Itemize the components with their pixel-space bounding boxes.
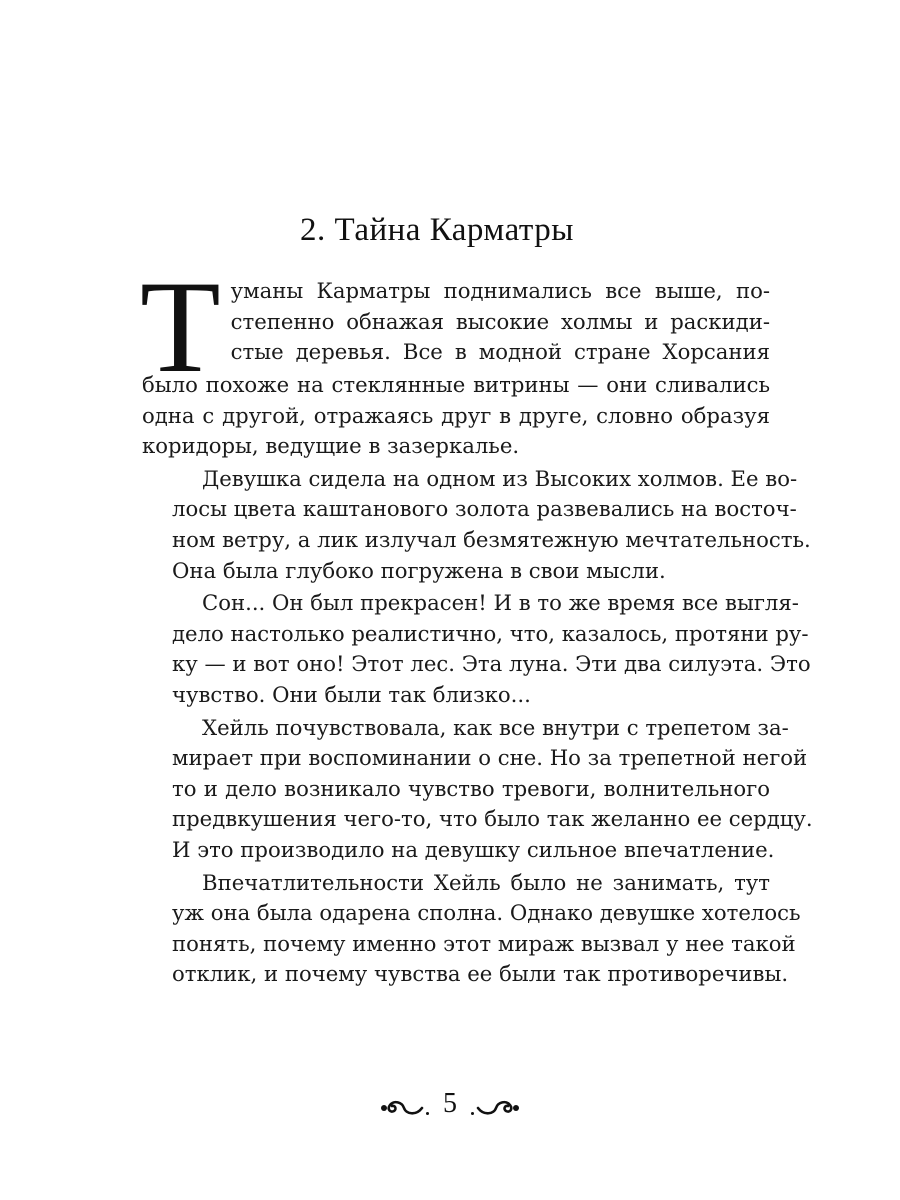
folio-dot [471,1112,474,1115]
text-line: дело настолько реалистично, что, казалось, протяни ру- [172,620,809,646]
text-line: понять, почему именно этот мираж вызвал у нее такой [172,930,796,956]
text-line: отклик, и почему чувства ее были так противоречивы. [172,961,789,987]
text-line: уманы Карматры поднимались все выше, по- [230,278,770,303]
text-line: мирает при воспоминании о сне. Но за трепетной негой [172,745,808,771]
page-folio [360,1084,540,1124]
page-number: 5 [443,1088,457,1119]
paragraph-2 [142,464,811,586]
swirl-right-icon [476,1096,520,1118]
text-line: предвкушения чего-то, что было так желанно ее сердцу. [172,806,813,832]
paragraph-5 [142,868,801,990]
text-line: Она была глубоко погружена в свои мысли. [172,557,666,583]
paragraph-3 [142,588,811,710]
text-line: то и дело возникало чувство тревоги, волнительного [172,775,770,801]
text-line: чувство. Они были так близко... [172,681,531,707]
text-line: Сон... Он был прекрасен! И в то же время все выгля- [202,590,799,616]
text-line: Хейль почувствовала, как все внутри с трепетом за- [202,714,789,740]
text-line: Девушка сидела на одном из Высоких холмов. Ее во- [202,465,798,491]
text-line: стые деревья. Все в модной стране Хорсания [230,339,770,365]
text-line: уж она была одарена сполна. Однако девушке хотелось [172,900,801,926]
text-line: И это производило на девушку сильное впечатление. [172,836,775,862]
text-line: Впечатлительности Хейль было не занимать, тут [202,869,770,895]
text-line: было похоже на стеклянные витрины — они сливались [142,372,770,397]
text-line: ку — и вот оно! Этот лес. Эта луна. Эти два силуэта. Это [172,651,811,677]
text-line: степенно обнажая высокие холмы и раскиди- [230,308,770,334]
chapter-title: 2. Тайна Карматры [300,212,574,248]
text-line: ном ветру, а лик излучал безмятежную мечтательность. [172,526,811,552]
drop-cap: Т [140,253,221,400]
paragraph-4 [142,713,813,866]
text-line: одна с другой, отражаясь друг в друге, словно образуя [142,402,770,428]
paragraph-1 [140,253,770,462]
body-text [140,253,813,992]
text-line: лосы цвета каштанового золота развевались на восточ- [172,496,797,522]
text-line: коридоры, ведущие в зазеркалье. [142,433,520,459]
